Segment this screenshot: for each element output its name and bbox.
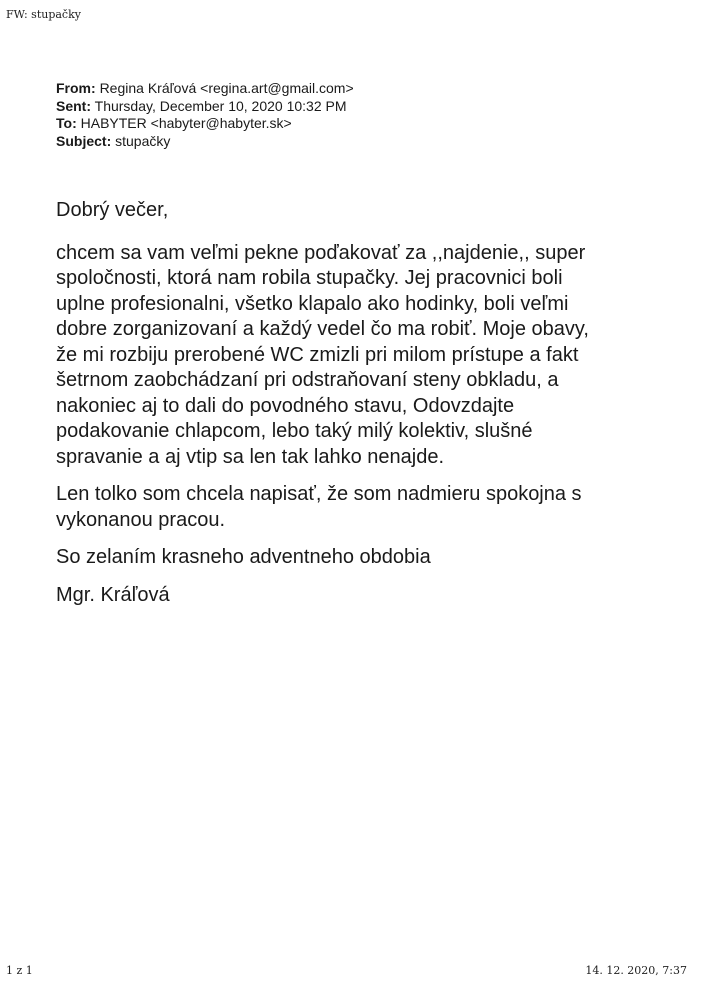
to-row <box>56 115 354 133</box>
subject-value: stupačky <box>115 132 171 149</box>
body-line: uplne profesionalni, všetko klapalo ako hodinky, boli veľmi <box>56 292 569 315</box>
to-label: To: <box>56 115 77 131</box>
body-line: spravanie a aj vtip sa len tak lahko nenajde. <box>56 445 445 468</box>
email-header <box>56 80 354 150</box>
sent-row <box>56 98 354 116</box>
body-line: spoločnosti, ktorá nam robila stupačky. Jej pracovnici boli <box>56 267 563 289</box>
email-body <box>56 198 656 608</box>
signature: Mgr. Kráľová <box>56 583 170 606</box>
paragraph-thanks <box>56 241 656 471</box>
body-line: chcem sa vam veľmi pekne poďakovať za ,,najdenie,, super <box>56 241 586 264</box>
sent-value: Thursday, December 10, 2020 10:32 PM <box>94 97 347 114</box>
sent-label: Sent: <box>56 97 91 114</box>
body-line: nakoniec aj to dali do povodného stavu, Odovzdajte <box>56 394 515 417</box>
from-row <box>56 80 354 98</box>
to-value: HABYTER <habyter@habyter.sk> <box>80 115 292 131</box>
print-footer-timestamp: 14. 12. 2020, 7:37 <box>585 964 687 977</box>
subject-label: Subject: <box>56 132 112 149</box>
from-value: Regina Kráľová <regina.art@gmail.com> <box>99 80 354 96</box>
body-line: vykonanou pracou. <box>56 508 226 531</box>
body-line: Len tolko som chcela napisať, že som nadmieru spokojna s <box>56 483 582 505</box>
print-footer-page-count: 1 z 1 <box>6 964 33 977</box>
paragraph-satisfaction <box>56 482 656 533</box>
closing: So zelaním krasneho adventneho obdobia <box>56 546 431 568</box>
body-line: že mi rozbiju prerobené WC zmizli pri milom prístupe a fakt <box>56 343 579 366</box>
print-header-title: FW: stupačky <box>6 8 81 21</box>
subject-row <box>56 133 354 151</box>
greeting: Dobrý večer, <box>56 199 169 221</box>
from-label: From: <box>56 80 96 96</box>
body-line: dobre zorganizovaní a každý vedel čo ma robiť. Moje obavy, <box>56 318 589 340</box>
body-line: šetrnom zaobchádzaní pri odstraňovaní steny obkladu, a <box>56 369 559 391</box>
body-line: podakovanie chlapcom, lebo taký milý kolektiv, slušné <box>56 420 533 442</box>
